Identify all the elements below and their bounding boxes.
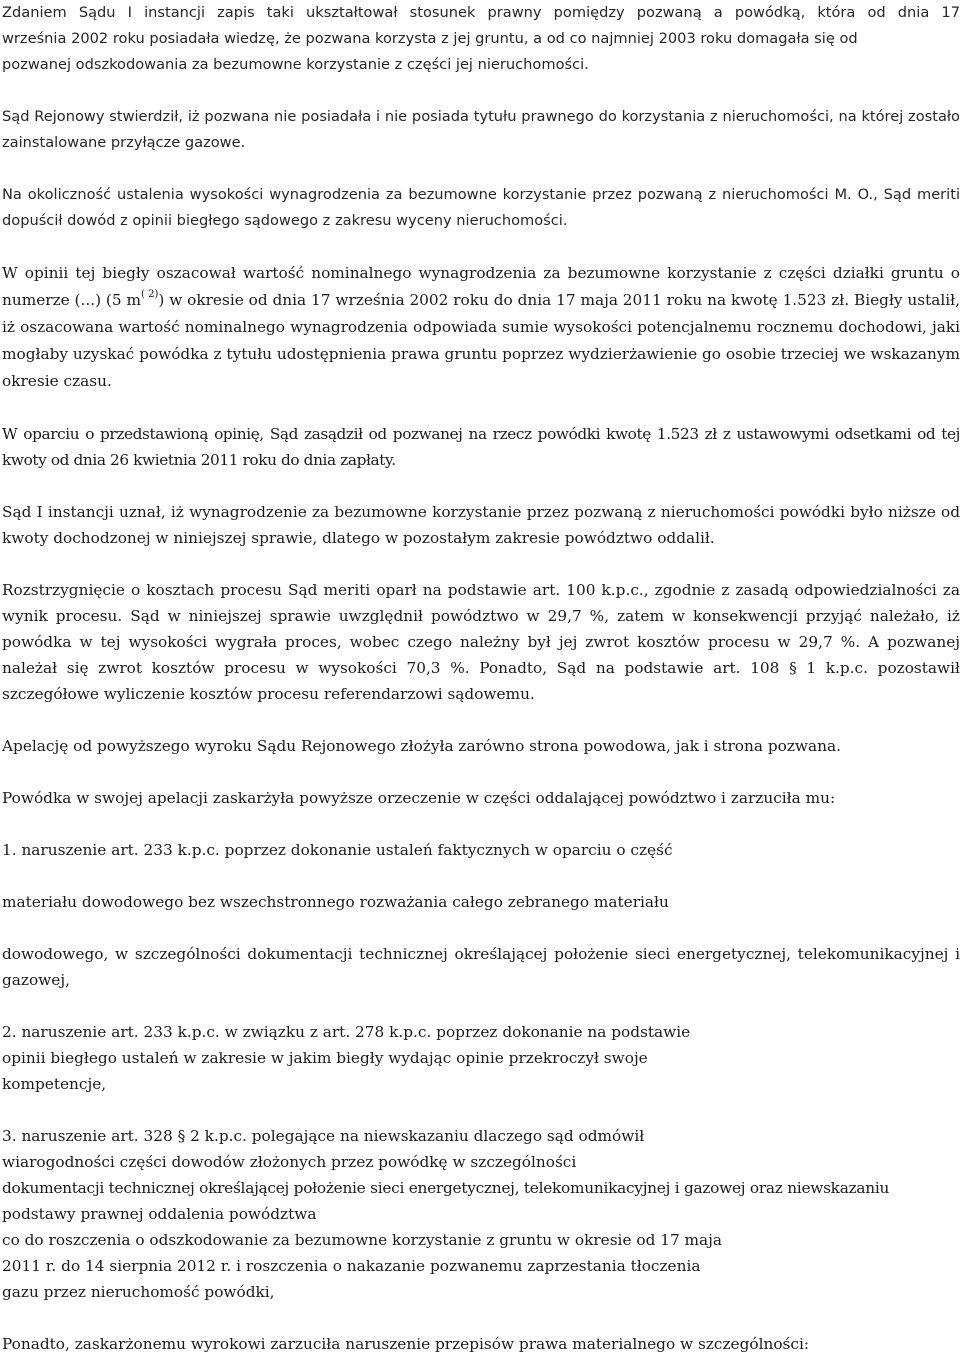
paragraph-4	[2, 260, 960, 395]
paragraph-1	[2, 0, 960, 78]
paragraph-1-line-2: września 2002 roku posiadała wiedzę, że pozwana korzysta z jej gruntu, a od co najmniej 2003 roku domagała się od	[2, 30, 858, 47]
paragraph-4-text-after: ) w okresie od dnia 17 września 2002 roku do dnia 17 maja 2011 roku na kwotę 1.523 zł. Biegły ustalił, iż oszacowana wartość nominalnego wynagrodzenia odpowiada sumie wysokości potencjalnemu rocznemu dochodowi, jaki mogłaby uzyskać powódka z tytułu udostępnienia prawa gruntu poprzez wydzierżawienie go osobie trzeciej we wskazanym okresie czasu.	[2, 291, 960, 390]
list-item-1-line-1: 1. naruszenie art. 233 k.p.c. poprzez dokonanie ustaleń faktycznych w oparciu o część	[2, 841, 673, 859]
list-item-3-line: 2011 r. do 14 sierpnia 2012 r. i roszczenia o nakazanie pozwanemu zaprzestania tłoczenia	[2, 1257, 701, 1275]
list-item-2	[2, 1019, 960, 1097]
paragraph-1-line-3: pozwanej odszkodowania za bezumowne korzystanie z części jej nieruchomości.	[2, 56, 589, 73]
paragraph-6: Sąd I instancji uznał, iż wynagrodzenie za bezumowne korzystanie przez pozwaną z nieruchomości powódki było niższe od kwoty dochodzonej w niniejszej sprawie, dlatego w pozostałym zakresie powództwo oddalił.	[2, 503, 960, 547]
list-item-3-line: wiarogodności części dowodów złożonych przez powódkę w szczególności	[2, 1153, 577, 1171]
list-item-3-line: co do roszczenia o odszkodowanie za bezumowne korzystanie z gruntu w okresie od 17 maja	[2, 1231, 723, 1249]
paragraph-8: Apelację od powyższego wyroku Sądu Rejonowego złożyła zarówno strona powodowa, jak i strona pozwana.	[2, 737, 841, 755]
list-item-3-line: 3. naruszenie art. 328 § 2 k.p.c. polegające na niewskazaniu dlaczego sąd odmówił	[2, 1127, 645, 1145]
paragraph-last: Ponadto, zaskarżonemu wyrokowi zarzuciła naruszenie przepisów prawa materialnego w szczególności:	[2, 1335, 809, 1353]
list-item-2-line: opinii biegłego ustaleń w zakresie w jakim biegły wydając opinie przekroczył swoje	[2, 1049, 648, 1067]
list-item-3-line: dokumentacji technicznej określającej położenie sieci energetycznej, telekomunikacyjnej i gazowej oraz niewskazaniu	[2, 1179, 890, 1197]
paragraph-4-text-before: W opinii tej biegły oszacował wartość nominalnego wynagrodzenia za bezumowne korzystanie z części działki gruntu o numerze (...) (5 m	[2, 264, 960, 309]
paragraph-5: W oparciu o przedstawioną opinię, Sąd zasądził od pozwanej na rzecz powódki kwotę 1.523 zł z ustawowymi odsetkami od tej kwoty od dnia 26 kwietnia 2011 roku do dnia zapłaty.	[2, 425, 960, 469]
paragraph-2: Sąd Rejonowy stwierdził, iż pozwana nie posiadała i nie posiada tytułu prawnego do korzystania z nieruchomości, na której zostało zainstalowane przyłącze gazowe.	[2, 108, 960, 151]
paragraph-9: Powódka w swojej apelacji zaskarżyła powyższe orzeczenie w części oddalającej powództwo i zarzuciła mu:	[2, 789, 836, 807]
list-item-3	[2, 1123, 960, 1305]
footnote-superscript: ( 2)	[141, 289, 159, 300]
list-item-2-line: 2. naruszenie art. 233 k.p.c. w związku z art. 278 k.p.c. poprzez dokonanie na podstawie	[2, 1023, 691, 1041]
list-item-1-line-2: materiału dowodowego bez wszechstronnego rozważania całego zebranego materiału	[2, 893, 669, 911]
list-item-1-line-3: dowodowego, w szczególności dokumentacji technicznej określającej położenie sieci energetycznej, telekomunikacyjnej i gazowej,	[2, 945, 960, 989]
paragraph-3: Na okoliczność ustalenia wysokości wynagrodzenia za bezumowne korzystanie przez pozwaną z nieruchomości M. O., Sąd meriti dopuścił dowód z opinii biegłego sądowego z zakresu wyceny nieruchomości.	[2, 186, 960, 229]
list-item-3-line: podstawy prawnej oddalenia powództwa	[2, 1205, 317, 1223]
paragraph-7: Rozstrzygnięcie o kosztach procesu Sąd meriti oparł na podstawie art. 100 k.p.c., zgodnie z zasadą odpowiedzialności za wynik procesu. Sąd w niniejszej sprawie uwzględnił powództwo w 29,7 %, zatem w konsekwencji przyjąć należało, iż powódka w tej wysokości wygrała proces, wobec czego należny był jej zwrot kosztów procesu w 29,7 %. A pozwanej należał się zwrot kosztów procesu w wysokości 70,3 %. Ponadto, Sąd na podstawie art. 108 § 1 k.p.c. pozostawił szczegółowe wyliczenie kosztów procesu referendarzowi sądowemu.	[2, 581, 960, 703]
paragraph-1-line-1: Zdaniem Sądu I instancji zapis taki ukształtował stosunek prawny pomiędzy pozwaną a powódką, która od dnia 17	[2, 4, 960, 21]
list-item-3-line: gazu przez nieruchomość powódki,	[2, 1283, 275, 1301]
list-item-2-line: kompetencje,	[2, 1075, 107, 1093]
